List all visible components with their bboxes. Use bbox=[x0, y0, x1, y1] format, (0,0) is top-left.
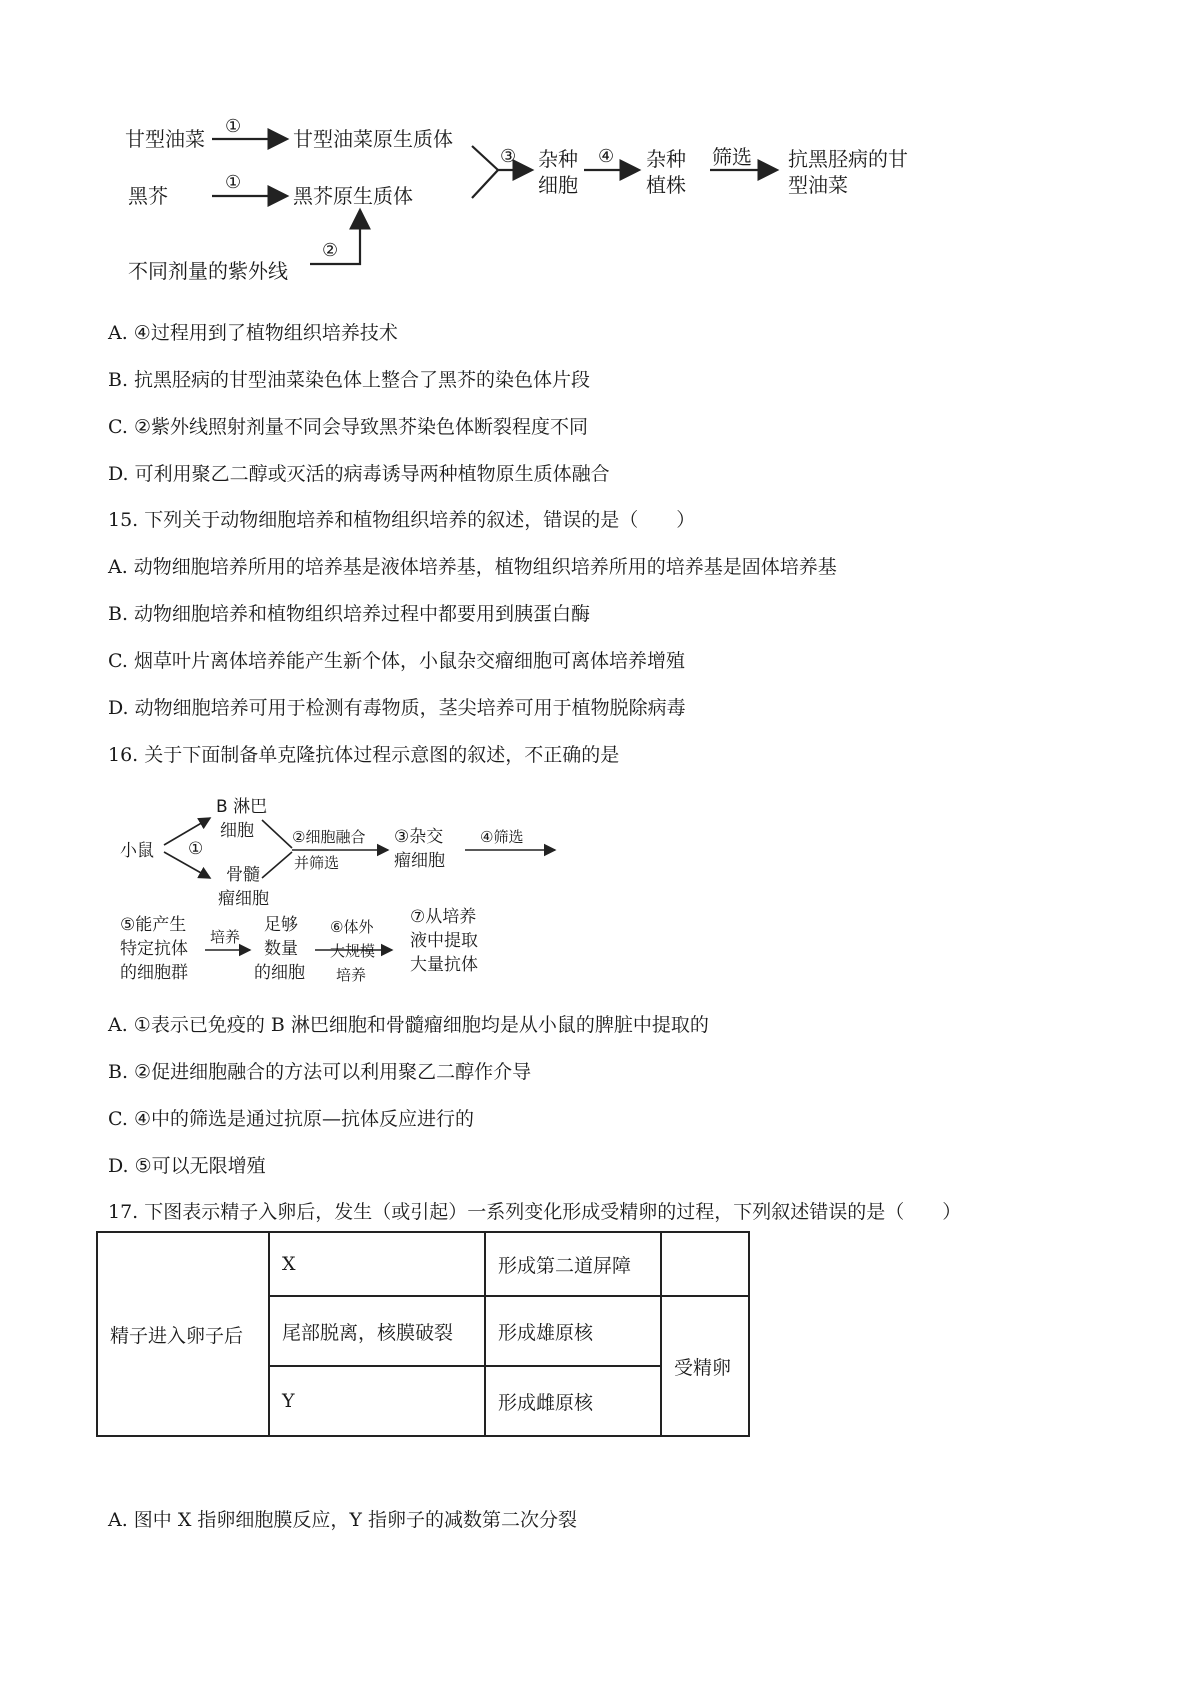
table-row1-col2: 形成第二道屏障 bbox=[485, 1232, 661, 1296]
table-row2-col2: 形成雄原核 bbox=[485, 1296, 661, 1366]
table-top-right-empty bbox=[661, 1232, 749, 1296]
enough-line2: 数量 bbox=[264, 939, 298, 959]
group5-line2: 特定抗体 bbox=[120, 939, 188, 959]
protoplast-black-mustard: 黑芥原生质体 bbox=[293, 184, 413, 208]
culture-label: 培养 bbox=[210, 928, 241, 946]
table-row2-col1: 尾部脱离，核膜破裂 bbox=[269, 1296, 485, 1366]
step2-line1: ②细胞融合 bbox=[292, 828, 366, 846]
q17-option-a: A. 图中 X 指卵细胞膜反应，Y 指卵子的减数第二次分裂 bbox=[108, 1509, 577, 1531]
step2-line2: 并筛选 bbox=[294, 854, 340, 872]
enough-line1: 足够 bbox=[264, 915, 298, 935]
mouse-label: 小鼠 bbox=[120, 841, 154, 861]
result-line1: 抗黑胫病的甘 bbox=[788, 147, 908, 171]
hybrid-plant-line2: 植株 bbox=[646, 173, 686, 197]
q15-option-c: C. 烟草叶片离体培养能产生新个体，小鼠杂交瘤细胞可离体培养增殖 bbox=[108, 650, 685, 672]
q15-option-a: A. 动物细胞培养所用的培养基是液体培养基，植物组织培养所用的培养基是固体培养基 bbox=[108, 556, 837, 578]
step-label-3: ③ bbox=[500, 146, 517, 167]
hybrid-cell-line1: 杂种 bbox=[538, 147, 578, 171]
q17-stem: 17. 下图表示精子入卵后，发生（或引起）一系列变化形成受精卵的过程，下列叙述错误的是（ ） bbox=[108, 1201, 962, 1223]
table-row3-col1: Y bbox=[269, 1366, 485, 1436]
hybrid-cell-line2: 细胞 bbox=[538, 173, 578, 197]
q16-option-a: A. ①表示已免疫的 B 淋巴细胞和骨髓瘤细胞均是从小鼠的脾脏中提取的 bbox=[108, 1014, 709, 1036]
result-line2: 型油菜 bbox=[788, 173, 848, 197]
q15-option-d: D. 动物细胞培养可用于检测有毒物质，茎尖培养可用于植物脱除病毒 bbox=[108, 697, 686, 719]
hybridoma-line1: ③杂交 bbox=[394, 827, 444, 847]
step6-line2: 大规模 bbox=[330, 942, 376, 960]
step6-line3: 培养 bbox=[336, 966, 367, 984]
step-label-4: ④ bbox=[598, 146, 615, 167]
hybridoma-line2: 瘤细胞 bbox=[394, 851, 445, 871]
source-uv: 不同剂量的紫外线 bbox=[128, 259, 288, 283]
table-row1-col1: X bbox=[269, 1232, 485, 1296]
q15-option-b: B. 动物细胞培养和植物组织培养过程中都要用到胰蛋白酶 bbox=[108, 603, 591, 625]
myeloma-line2: 瘤细胞 bbox=[218, 889, 269, 909]
step-label-1a: ① bbox=[225, 116, 242, 137]
step-label-screening: 筛选 bbox=[712, 145, 752, 169]
group5-line1: ⑤能产生 bbox=[120, 915, 187, 935]
merge-line-top bbox=[262, 820, 292, 848]
step6-line1: ⑥体外 bbox=[330, 918, 374, 936]
q16-option-c: C. ④中的筛选是通过抗原—抗体反应进行的 bbox=[108, 1108, 474, 1130]
source-black-mustard: 黑芥 bbox=[128, 184, 168, 208]
q16-option-d: D. ⑤可以无限增殖 bbox=[108, 1155, 266, 1177]
b-cell-line2: 细胞 bbox=[220, 821, 254, 841]
q15-stem: 15. 下列关于动物细胞培养和植物组织培养的叙述，错误的是（ ） bbox=[108, 509, 696, 531]
table-row3-col2: 形成雌原核 bbox=[485, 1366, 661, 1436]
q16-option-b: B. ②促进细胞融合的方法可以利用聚乙二醇作介导 bbox=[108, 1061, 532, 1083]
q16-stem: 16. 关于下面制备单克隆抗体过程示意图的叙述，不正确的是 bbox=[108, 744, 620, 766]
myeloma-line1: 骨髓 bbox=[226, 865, 260, 885]
table-left-cell: 精子进入卵子后 bbox=[97, 1232, 269, 1436]
merge-line-bottom bbox=[262, 852, 292, 878]
step-label-1b: ① bbox=[225, 172, 242, 193]
table-right-cell: 受精卵 bbox=[661, 1296, 749, 1436]
group5-line3: 的细胞群 bbox=[120, 963, 188, 983]
step-label-2: ② bbox=[322, 240, 339, 261]
q14-option-c: C. ②紫外线照射剂量不同会导致黑芥染色体断裂程度不同 bbox=[108, 416, 588, 438]
source-rapeseed: 甘型油菜 bbox=[125, 127, 205, 151]
step1-label: ① bbox=[188, 839, 204, 859]
hybrid-plant-line1: 杂种 bbox=[646, 147, 686, 171]
enough-line3: 的细胞 bbox=[254, 963, 305, 983]
step7-line3: 大量抗体 bbox=[410, 955, 478, 975]
step4-label: ④筛选 bbox=[480, 828, 524, 846]
fertilization-table bbox=[96, 1231, 750, 1437]
step7-line1: ⑦从培养 bbox=[410, 907, 477, 927]
protoplast-rapeseed: 甘型油菜原生质体 bbox=[293, 127, 453, 151]
q14-option-a: A. ④过程用到了植物组织培养技术 bbox=[108, 322, 398, 344]
q14-option-b: B. 抗黑胫病的甘型油菜染色体上整合了黑芥的染色体片段 bbox=[108, 369, 591, 391]
b-cell-line1: B 淋巴 bbox=[216, 797, 268, 817]
step7-line2: 液中提取 bbox=[410, 931, 478, 951]
q14-option-d: D. 可利用聚乙二醇或灭活的病毒诱导两种植物原生质体融合 bbox=[108, 463, 610, 485]
